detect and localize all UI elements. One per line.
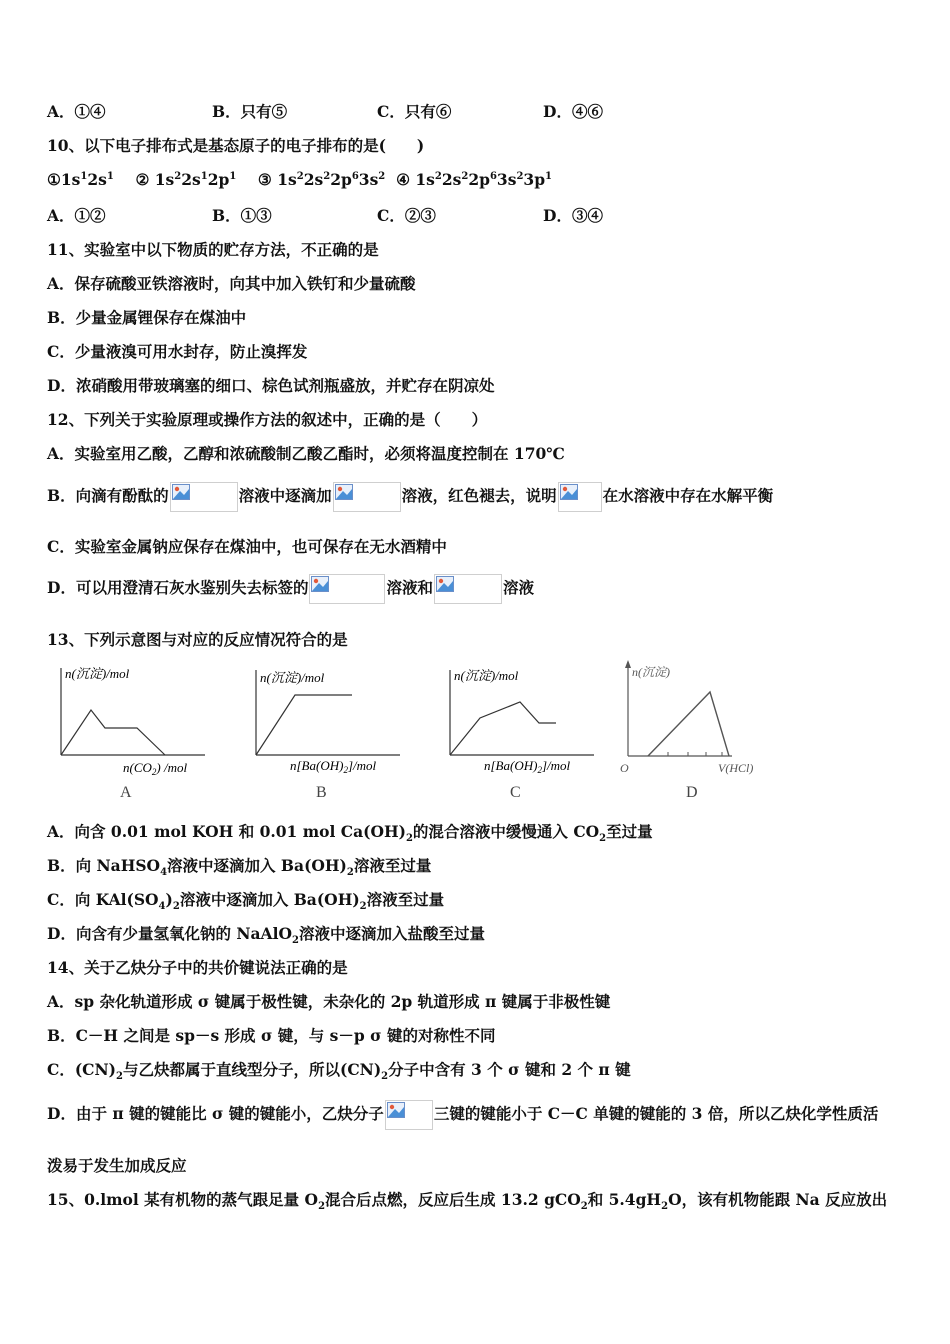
graph-a [55,660,215,804]
q15-stem: 15、0.lmol 某有机物的蒸气跟足量 $O_2$混合后点燃，反应后生成 13.2 gCO$_2$和 $5.4gH_2O$，该有机物能跟 Na 反应放出 [47,1190,888,1213]
formula-image-icon [333,482,401,512]
q10-option-d: D．③④ [543,206,603,225]
q9-option-c: C．只有⑥ [377,102,452,121]
graph-c [444,660,604,804]
formula-image-icon [309,574,385,604]
graph-d-ylabel: n(沉淀) [632,665,670,679]
q14-stem: 14、关于乙炔分子中的共价键说法正确的是 [47,958,348,977]
q10-option-c: C．②③ [377,206,436,225]
q12-stem: 12、下列关于实验原理或操作方法的叙述中，正确的是（ ） [47,410,488,429]
q13-option-b: B．向 NaHSO$_4$溶液中逐滴加入 $Ba(OH)_2$溶液至过量 [47,856,432,879]
q13-option-c: C．向 $KAl(SO_4)_2$溶液中逐滴加入 $Ba(OH)_2$溶液至过量 [47,890,445,913]
graph-a-ylabel: n(沉淀)/mol [65,666,130,681]
q13-stem: 13、下列示意图与对应的反应情况符合的是 [47,630,348,649]
q9-option-a: A．①④ [47,102,106,121]
formula-image-icon [558,482,602,512]
graph-c-xlabel: $n[Ba(OH)_2]$/mol [484,758,571,775]
q12-option-b: B．向滴有酚酞的 溶液中逐滴加 溶液，红色褪去，说明 在水溶液中存在水解平衡 [47,480,773,512]
q10-option-b: B．①③ [212,206,272,225]
q9-option-b: B．只有⑤ [212,102,288,121]
q9-option-d: D．④⑥ [543,102,603,121]
q14-option-b: B．C－H 之间是 sp－s 形成 σ 键，与 s－p σ 键的对称性不同 [47,1026,496,1045]
formula-image-icon [434,574,502,604]
q13-option-d: D．向含有少量氢氧化钠的 NaAlO$_2$溶液中逐滴加入盐酸至过量 [47,924,485,947]
graph-b-ylabel: n(沉淀)/mol [260,670,325,685]
q11-option-d: D．浓硝酸用带玻璃塞的细口、棕色试剂瓶盛放，并贮存在阴凉处 [47,376,495,395]
q10-stem: 10、以下电子排布式是基态原子的电子排布的是( ) [47,136,425,155]
q11-stem: 11、实验室中以下物质的贮存方法，不正确的是 [47,240,379,259]
graph-b [250,660,410,804]
q14-option-c: C．$(CN)_2$与乙炔都属于直线型分子，所以$(CN)_2$分子中含有 3 个 σ 键和 2 个 π 键 [47,1060,631,1083]
graph-a-xlabel: $n(CO_2)$ /mol [123,760,188,777]
q10-configs: $①1s^12s^1$ ② $1s^22s^12p^1$ ③ $1s^22s^22p^63s^2$ ④ $1s^22s^22p^63s^23p^1$ [47,170,552,189]
q10-option-a: A．①② [47,206,106,225]
q12-option-d: D．可以用澄清石灰水鉴别失去标签的 溶液和 溶液 [47,572,534,604]
graph-d-caption: D [686,784,698,800]
q11-option-a: A．保存硫酸亚铁溶液时，向其中加入铁钉和少量硫酸 [47,274,416,293]
q13-option-a: A．向含 0.01 mol KOH 和 0.01 mol $Ca(OH)_2$的混合溶液中缓慢通入 $CO_2$至过量 [47,822,653,845]
graph-c-caption: C [510,784,521,800]
q11-option-b: B．少量金属锂保存在煤油中 [47,308,247,327]
q14-option-a: A．sp 杂化轨道形成 σ 键属于极性键，未杂化的 2p 轨道形成 π 键属于非极性键 [47,992,611,1011]
graph-d-xlabel: V(HCl) [718,761,754,775]
q11-option-c: C．少量液溴可用水封存，防止溴挥发 [47,342,308,361]
formula-image-icon [170,482,238,512]
formula-image-icon [385,1100,433,1130]
graph-d-origin: O [620,761,629,775]
q12-option-c: C．实验室金属钠应保存在煤油中，也可保存在无水酒精中 [47,537,447,556]
graph-a-caption: A [120,784,132,800]
graph-d [614,660,774,804]
graph-b-xlabel: $n[Ba(OH)_2]$/mol [290,758,377,775]
graph-c-ylabel: n(沉淀)/mol [454,668,519,683]
q12-option-a: A．实验室用乙酸，乙醇和浓硫酸制乙酸乙酯时，必须将温度控制在 170℃ [47,444,565,463]
q14-option-d: D．由于 π 键的键能比 σ 键的键能小，乙炔分子 三键的键能小于 C－C 单键的键能的 3 倍，所以乙炔化学性质活 [47,1098,878,1130]
q14-option-d-cont: 泼易于发生加成反应 [47,1156,187,1175]
graph-b-caption: B [316,784,327,800]
